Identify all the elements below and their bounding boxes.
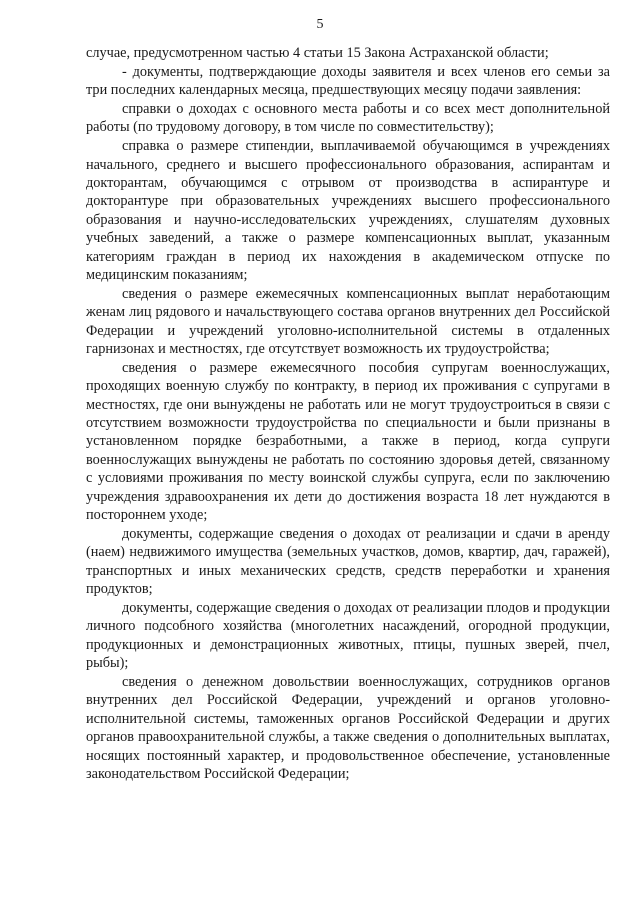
- paragraph-3: справки о доходах с основного места работы и со всех мест дополнительной работы (по трудовому договору, в том числе по совместительству);: [86, 101, 610, 136]
- paragraph-2: - документы, подтверждающие доходы заявителя и всех членов его семьи за три последних календарных месяца, предшествующих месяцу подачи заявления:: [86, 63, 610, 99]
- paragraph-6: сведения о размере ежемесячного пособия супругам военнослужащих, проходящих военную службу по контракту, в период их проживания с супругами в местностях, где они вынуждены не работать или не могут трудоустроиться в связи с отсутствием возможности трудоустройства по специальности и были признаны в установленном порядке безработными, а также в период, когда супруги военнослужащих вынуждены не работать по состоянию здоровья детей, связанному с условиями проживания по месту воинской службы супруга, если по заключению учреждения здравоохранения их дети до достижения возраста 18 лет нуждаются в постороннем уходе;: [86, 359, 610, 524]
- paragraph-7: документы, содержащие сведения о доходах от реализации и сдачи в аренду (наем) недвижимого имущества (земельных участков, домов, квартир, дач, гаражей), транспортных и иных механических средств, средств переработки и хранения продуктов;: [86, 525, 610, 598]
- document-body: [86, 44, 610, 784]
- paragraph-4: справка о размере стипендии, выплачиваемой обучающимся в учреждениях начального, среднего и высшего профессионального образования, аспирантам и докторантам, обучающимся с отрывом от производства в аспирантуре и докторантуре при образовательных учреждениях высшего профессионального образования и научно-исследовательских учреждениях, слушателям духовных учебных заведений, а также о размере компенсационных выплат, указанным категориям граждан в период их нахождения в академическом отпуске по медицинским показаниям;: [86, 138, 610, 284]
- paragraph-1: случае, предусмотренном частью 4 статьи 15 Закона Астраханской области;: [86, 45, 549, 61]
- paragraph-9: сведения о денежном довольствии военнослужащих, сотрудников органов внутренних дел Российской Федерации, учреждений и органов уголовно-исполнительной системы, таможенных органов Российской Федерации и других органов правоохранительной службы, а также сведения о дополнительных выплатах, носящих постоянный характер, и продовольственное обеспечение, установленные законодательством Российской Федерации;: [86, 673, 610, 782]
- page-number: 5: [316, 17, 324, 32]
- paragraph-5: сведения о размере ежемесячных компенсационных выплат неработающим женам лиц рядового и начальствующего состава органов внутренних дел Российской Федерации и учреждений уголовно-исполнительной системы в отдаленных гарнизонах и местностях, где отсутствует возможность их трудоустройства;: [86, 285, 610, 358]
- paragraph-8: документы, содержащие сведения о доходах от реализации плодов и продукции личного подсобного хозяйства (многолетних насаждений, огородной продукции, продукционных и демонстрационных животных, птицы, пушных зверей, пчел, рыбы);: [86, 599, 610, 672]
